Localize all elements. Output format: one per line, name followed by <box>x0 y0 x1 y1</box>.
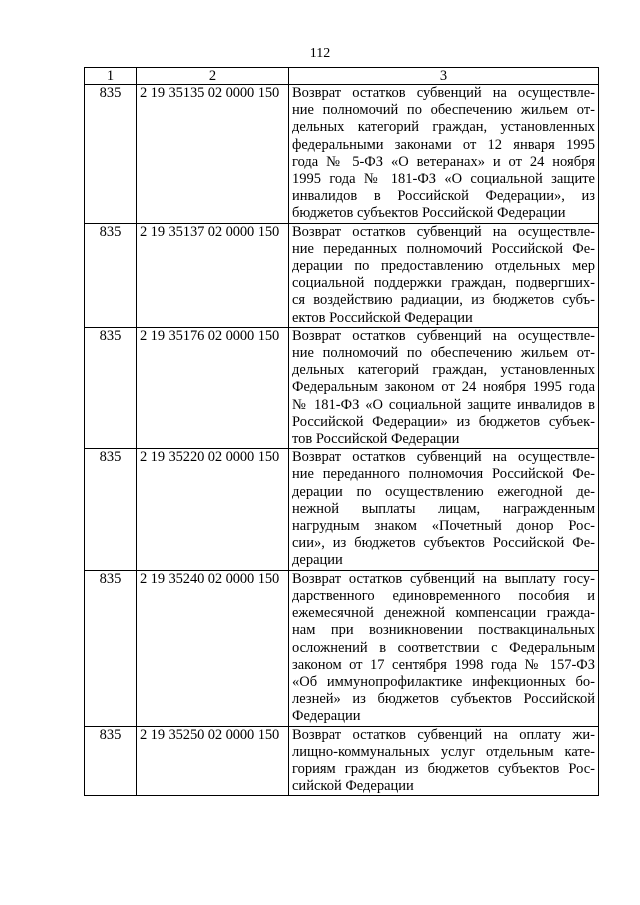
description-line: тов Российской Федерации <box>292 431 460 448</box>
description-line: ся воздействию радиации, из бюджетов субъ- <box>292 292 595 309</box>
header-col-3: 3 <box>289 68 599 85</box>
page-number: 112 <box>309 46 331 61</box>
description-line: Возврат остатков субвенций на выплату госу- <box>292 570 595 587</box>
budget-classification-code-cell: 2 19 35137 02 0000 150 <box>137 223 289 327</box>
description-line: дельных категорий граждан, установленных <box>292 362 595 379</box>
table-header-row <box>85 68 599 85</box>
description-line: дерации по осуществлению ежегодной де- <box>292 483 595 500</box>
description-line: гориям граждан из бюджетов субъектов Рос- <box>292 760 595 777</box>
revenue-description-cell <box>289 85 599 224</box>
budget-classification-code-cell: 2 19 35250 02 0000 150 <box>137 726 289 796</box>
header-col-1: 1 <box>85 68 137 85</box>
admin-code-cell: 835 <box>85 570 137 726</box>
admin-code-cell: 835 <box>85 449 137 570</box>
revenue-description-cell <box>289 726 599 796</box>
table-row <box>85 85 599 224</box>
budget-classification-code-cell: 2 19 35240 02 0000 150 <box>137 570 289 726</box>
description-line: федеральными законами от 12 января 1995 <box>292 136 595 153</box>
description-line: дерации <box>292 552 343 569</box>
description-line: дарственного единовременного пособия и <box>292 587 595 604</box>
description-line: Возврат остатков субвенций на осуществле- <box>292 85 595 101</box>
description-line: ние переданных полномочий Российской Фе- <box>292 240 595 257</box>
revenue-description-cell <box>289 570 599 726</box>
description-line: Федеральным законом от 24 ноября 1995 года <box>292 379 595 396</box>
description-line: дельных категорий граждан, установленных <box>292 119 595 136</box>
table-row <box>85 223 599 327</box>
description-line: Возврат остатков субвенций на осуществле- <box>292 223 595 240</box>
table-row <box>85 570 599 726</box>
description-line: социальной поддержки граждан, подвергших- <box>292 275 595 292</box>
description-line: «Об иммунопрофилактике инфекционных бо- <box>292 673 595 690</box>
description-line: Возврат остатков субвенций на осуществле- <box>292 327 595 344</box>
admin-code-cell: 835 <box>85 726 137 796</box>
description-line: осложнений в соответствии с Федеральным <box>292 639 595 656</box>
description-line: ние полномочий по обеспечению жильем от- <box>292 345 595 362</box>
description-line: ежемесячной денежной компенсации гражда- <box>292 605 595 622</box>
description-line: сии», из бюджетов субъектов Российской Фе- <box>292 535 595 552</box>
header-col-2: 2 <box>137 68 289 85</box>
table-row <box>85 726 599 796</box>
revenue-description-cell <box>289 223 599 327</box>
description-line: ние переданного полномочия Российской Фе- <box>292 466 595 483</box>
description-line: нагрудным знаком «Почетный донор Рос- <box>292 518 595 535</box>
table-row <box>85 449 599 570</box>
description-line: года № 5-ФЗ «О ветеранах» и от 24 ноября <box>292 153 595 170</box>
revenue-description-cell <box>289 327 599 448</box>
description-line: Российской Федерации» из бюджетов субъек- <box>292 413 595 430</box>
description-line: бюджетов субъектов Российской Федерации <box>292 205 566 222</box>
description-line: законом от 17 сентября 1998 года № 157-ФЗ <box>292 656 595 673</box>
description-line: № 181-ФЗ «О социальной защите инвалидов в <box>292 396 595 413</box>
budget-classification-code-cell: 2 19 35176 02 0000 150 <box>137 327 289 448</box>
description-line: лезней» из бюджетов субъектов Российской <box>292 691 595 708</box>
budget-classification-code-cell: 2 19 35220 02 0000 150 <box>137 449 289 570</box>
description-line: нежной выплаты лицам, награжденным <box>292 500 595 517</box>
admin-code-cell: 835 <box>85 327 137 448</box>
table-row <box>85 327 599 448</box>
description-line: нам при возникновении поствакцинальных <box>292 622 595 639</box>
revenue-description-cell <box>289 449 599 570</box>
description-line: инвалидов в Российской Федерации», из <box>292 188 595 205</box>
description-line: лищно-коммунальных услуг отдельным кате- <box>292 743 595 760</box>
description-line: ние полномочий по обеспечению жильем от- <box>292 102 595 119</box>
description-line: Федерации <box>292 708 361 725</box>
admin-code-cell: 835 <box>85 85 137 224</box>
description-line: дерации по предоставлению отдельных мер <box>292 258 595 275</box>
admin-code-cell: 835 <box>85 223 137 327</box>
budget-code-table <box>84 67 599 796</box>
description-line: Возврат остатков субвенций на оплату жи- <box>292 726 595 743</box>
budget-classification-code-cell: 2 19 35135 02 0000 150 <box>137 85 289 224</box>
description-line: сийской Федерации <box>292 778 414 795</box>
description-line: ектов Российской Федерации <box>292 309 473 326</box>
description-line: 1995 года № 181-ФЗ «О социальной защите <box>292 171 595 188</box>
description-line: Возврат остатков субвенций на осуществле- <box>292 449 595 466</box>
